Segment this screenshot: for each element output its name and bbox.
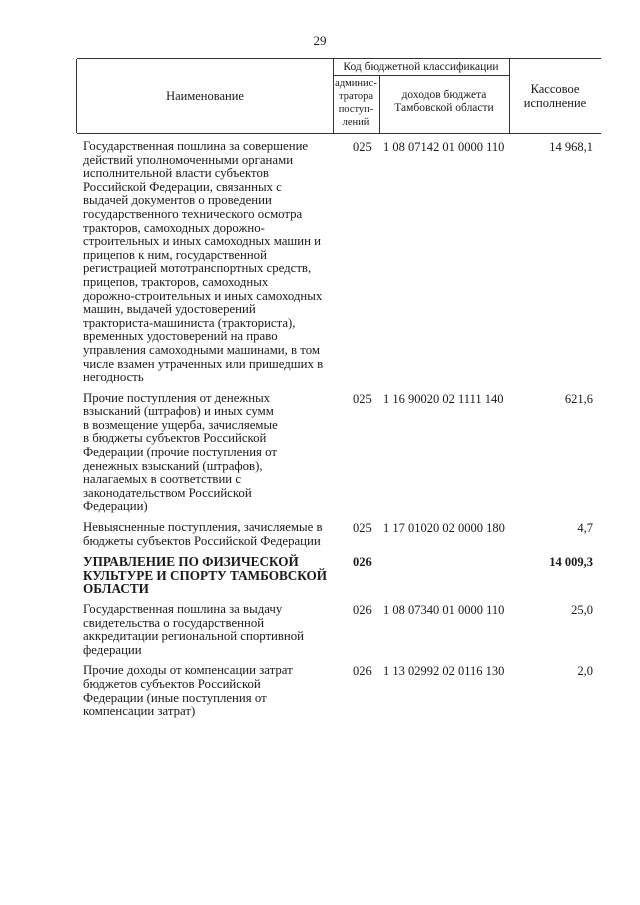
table-row xyxy=(83,521,593,548)
row-name-line: выдачей документов о проведении xyxy=(83,193,272,208)
row-name-line: строительных и иных самоходных машин и xyxy=(83,234,322,249)
row-name-line: законодательством Российской xyxy=(83,485,252,500)
row-amount: 621,6 xyxy=(564,391,593,406)
row-name xyxy=(83,140,336,385)
row-name-line: исполнительной власти субъектов xyxy=(83,166,269,181)
table-row xyxy=(83,392,593,514)
row-name-line: временных удостоверений на право xyxy=(83,329,278,344)
row-admin-code: 025 xyxy=(353,391,372,406)
row-admin-code: 025 xyxy=(353,140,372,154)
row-name-line: Федерации (иные поступления от xyxy=(83,690,267,705)
row-name-line: компенсации затрат) xyxy=(83,704,196,719)
row-name-line: КУЛЬТУРЕ И СПОРТУ ТАМБОВСКОЙ xyxy=(83,567,328,583)
row-amount: 4,7 xyxy=(577,521,593,536)
row-amount: 14 009,3 xyxy=(549,555,593,570)
row-name-line: Федерации) xyxy=(83,499,148,514)
row-name-line: в бюджеты субъектов Российской xyxy=(83,431,267,446)
row-revenue-code: 1 08 07142 01 0000 110 xyxy=(383,140,505,154)
row-name-line: аккредитации региональной спортивной xyxy=(83,629,305,644)
table-header xyxy=(77,58,601,134)
row-name xyxy=(83,603,336,657)
header-admin-line: тратора xyxy=(339,91,373,102)
row-name-line: Государственная пошлина за совершение xyxy=(83,139,309,153)
page-number: 29 xyxy=(313,33,327,48)
row-name-line: негодность xyxy=(83,370,144,385)
row-name-line: регистрацией мототранспортных средств, xyxy=(83,261,312,276)
row-name-line: денежных взысканий (штрафов), xyxy=(83,458,263,473)
header-name: Наименование xyxy=(166,89,244,103)
header-cash-line: Кассовое xyxy=(530,82,580,96)
row-name-line: Российской Федерации, связанных с xyxy=(83,179,282,194)
row-name xyxy=(83,664,336,718)
row-name-line: ОБЛАСТИ xyxy=(83,581,149,597)
row-name-line: государственного технического осмотра xyxy=(83,206,303,221)
header-cash-line: исполнение xyxy=(523,96,587,110)
row-name-line: прицепов к ним, государственной xyxy=(83,247,267,262)
table-body xyxy=(83,140,593,726)
row-name-line: УПРАВЛЕНИЕ ПО ФИЗИЧЕСКОЙ xyxy=(83,554,299,570)
table-row xyxy=(83,555,593,596)
row-name-line: числе взамен утраченных или пришедших в xyxy=(83,356,324,371)
row-name-line: управления самоходными машинами, в том xyxy=(83,342,320,357)
table-row xyxy=(83,140,593,385)
row-name xyxy=(83,555,336,596)
header-admin-line: поступ- xyxy=(338,104,374,115)
row-admin-code: 026 xyxy=(353,555,372,570)
row-admin-code: 025 xyxy=(353,521,372,536)
table-row xyxy=(83,664,593,718)
row-amount: 25,0 xyxy=(571,603,593,617)
header-admin-line: админис- xyxy=(335,78,377,89)
row-name-line: Прочие доходы от компенсации затрат xyxy=(83,663,293,678)
header-revenue-line: Тамбовской области xyxy=(394,102,494,114)
row-name-line: бюджетов субъектов Российской xyxy=(83,676,261,691)
header-admin-line: лений xyxy=(342,117,370,128)
header-cash xyxy=(509,82,601,110)
row-name-line: машин, выдачей удостоверений xyxy=(83,302,256,317)
table-row xyxy=(83,603,593,657)
row-amount: 2,0 xyxy=(577,664,593,679)
row-admin-code: 026 xyxy=(353,664,372,679)
header-revenue-line: доходов бюджета xyxy=(401,89,487,101)
row-admin-code: 026 xyxy=(353,603,372,617)
row-name-line: действий уполномоченными органами xyxy=(83,152,294,167)
header-budget-code-group: Код бюджетной классификации xyxy=(343,61,499,73)
row-name-line: Федерации (прочие поступления от xyxy=(83,445,277,460)
header-rule-group xyxy=(333,75,509,76)
row-revenue-code: 1 17 01020 02 0000 180 xyxy=(383,521,505,536)
row-amount: 14 968,1 xyxy=(549,140,593,154)
row-revenue-code: 1 08 07340 01 0000 110 xyxy=(383,603,505,617)
row-name-line: Прочие поступления от денежных xyxy=(83,390,271,405)
row-name-line: в возмещение ущерба, зачисляемые xyxy=(83,417,278,432)
row-name-line: федерации xyxy=(83,642,142,657)
row-name-line: свидетельства о государственной xyxy=(83,615,265,630)
row-name-line: налагаемых в соответствии с xyxy=(83,472,242,487)
row-name-line: дорожно-строительных и иных самоходных xyxy=(83,288,323,303)
row-name-line: взысканий (штрафов) и иных сумм xyxy=(83,404,274,419)
header-admin xyxy=(333,77,379,129)
row-revenue-code: 1 16 90020 02 1111 140 xyxy=(383,391,504,406)
row-name-line: Государственная пошлина за выдачу xyxy=(83,602,283,616)
row-name-line: Невыясненные поступления, зачисляемые в xyxy=(83,520,323,535)
row-name-line: тракториста-машиниста (тракториста), xyxy=(83,315,296,330)
row-revenue-code: 1 13 02992 02 0116 130 xyxy=(383,664,505,679)
header-revenue xyxy=(379,89,509,115)
row-name xyxy=(83,521,336,548)
row-name-line: бюджеты субъектов Российской Федерации xyxy=(83,533,321,548)
row-name xyxy=(83,392,336,514)
row-name-line: прицепов, тракторов, самоходных xyxy=(83,274,269,289)
row-name-line: тракторов, самоходных дорожно- xyxy=(83,220,265,235)
